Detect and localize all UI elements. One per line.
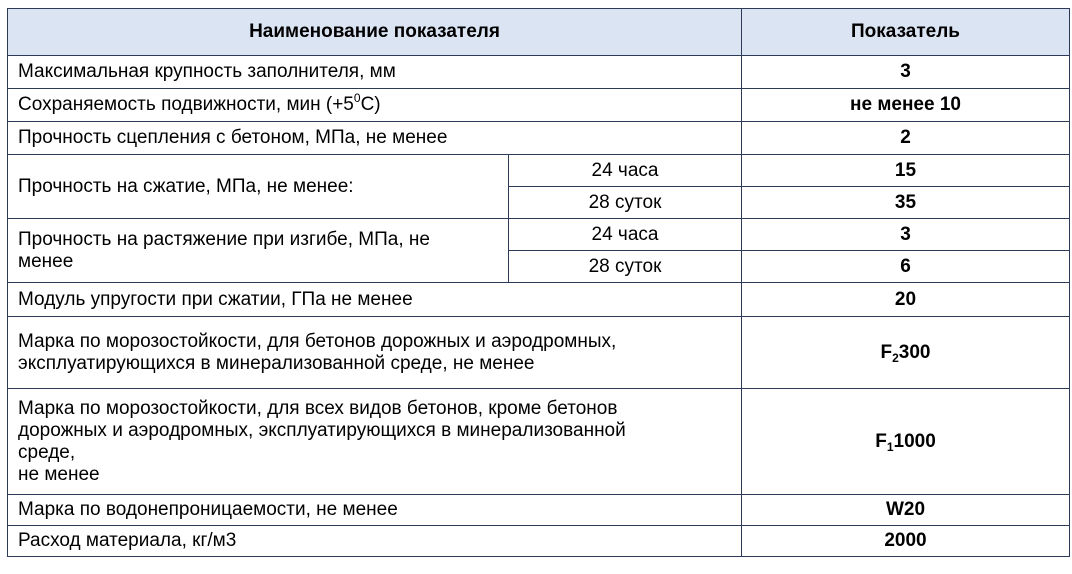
row-value: 2 <box>742 122 1070 155</box>
row-name: Модуль упругости при сжатии, ГПа не менее <box>8 283 742 317</box>
table-row <box>8 56 1070 89</box>
row-name: Прочность сцепления с бетоном, МПа, не менее <box>8 122 742 155</box>
row-name <box>8 219 509 283</box>
row-name: Марка по водонепроницаемости, не менее <box>8 495 742 526</box>
table-row <box>8 219 1070 251</box>
row-period: 28 суток <box>509 187 742 219</box>
row-value: 6 <box>742 251 1070 283</box>
row-value <box>742 389 1070 495</box>
row-name-suffix: С) <box>360 94 381 115</box>
table-row <box>8 283 1070 317</box>
row-name-line: эксплуатирующихся в минерализованной среде, не менее <box>18 352 535 374</box>
value-subscript: 1 <box>886 439 894 454</box>
row-name: Прочность на сжатие, МПа, не менее: <box>8 155 509 219</box>
row-period: 28 суток <box>509 251 742 283</box>
row-name-line: Прочность на растяжение при изгибе, МПа, не <box>18 228 430 250</box>
table-row <box>8 89 1070 122</box>
row-value: не менее 10 <box>742 89 1070 122</box>
table-row <box>8 389 1070 495</box>
row-value: W20 <box>742 495 1070 526</box>
row-value: 3 <box>742 219 1070 251</box>
table-row <box>8 526 1070 557</box>
table-row <box>8 317 1070 389</box>
table-row <box>8 155 1070 187</box>
row-value: 20 <box>742 283 1070 317</box>
row-value: 35 <box>742 187 1070 219</box>
row-name-line: Марка по морозостойкости, для всех видов бетонов, кроме бетонов <box>18 397 618 419</box>
table-row <box>8 495 1070 526</box>
row-name-line: менее <box>18 250 74 272</box>
value-tail: 300 <box>898 341 931 363</box>
properties-table <box>7 8 1070 557</box>
row-name: Максимальная крупность заполнителя, мм <box>8 56 742 89</box>
value-main: F <box>875 430 887 452</box>
row-name <box>8 389 742 495</box>
row-value: 15 <box>742 155 1070 187</box>
row-value <box>742 317 1070 389</box>
value-subscript: 2 <box>892 350 899 365</box>
table-header-row <box>8 9 1070 56</box>
row-name-prefix: Сохраняемость подвижности, мин (+5 <box>18 94 354 115</box>
row-name-line: не менее <box>18 463 100 485</box>
row-name-sup: 0 <box>353 91 361 105</box>
row-value: 3 <box>742 56 1070 89</box>
row-name-line: Марка по морозостойкости, для бетонов дорожных и аэродромных, <box>18 330 617 352</box>
row-name <box>8 89 742 122</box>
row-name: Расход материала, кг/м3 <box>8 526 742 557</box>
row-name-line: среде, <box>18 441 76 463</box>
row-name-line: дорожных и аэродромных, эксплуатирующихся в минерализованной <box>18 419 626 441</box>
value-tail: 1000 <box>893 430 936 452</box>
row-name <box>8 317 742 389</box>
row-period: 24 часа <box>509 219 742 251</box>
value-main: F <box>880 341 893 363</box>
table-row <box>8 122 1070 155</box>
header-name: Наименование показателя <box>8 9 742 56</box>
row-value: 2000 <box>742 526 1070 557</box>
row-period: 24 часа <box>509 155 742 187</box>
header-value: Показатель <box>742 9 1070 56</box>
